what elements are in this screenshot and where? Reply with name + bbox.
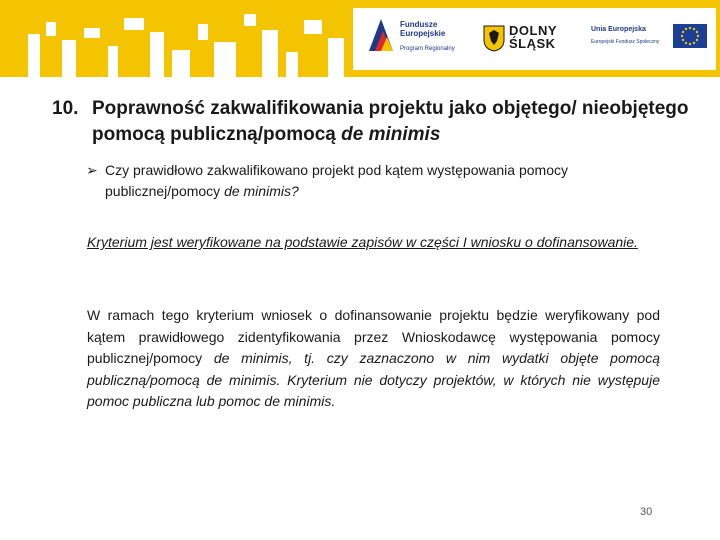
criterion-note: Kryterium jest weryfikowane na podstawie zapisów w części I wniosku o dofinansowanie. [87,234,638,250]
fundusze-europejskie-text: Fundusze Europejskie [400,20,446,38]
question-text: Czy prawidłowo zakwalifikowano projekt pod kątem występowania pomocy publicznej/pomocy de minimis? [105,162,568,199]
unia-europejska-text: Unia Europejska [591,26,646,33]
dolny-slask-text: DOLNY ŚLĄSK [509,23,557,51]
header-band [0,0,720,77]
title-text: Poprawność zakwalifikowania projektu jako objętego/ nieobjętego pomocą publiczną/pomocą de minimis [92,98,689,145]
page-number: 30 [640,506,653,518]
dolny-slask-crest-icon [483,25,505,52]
title-number: 10. [52,98,79,119]
eu-flag-icon [673,24,707,48]
criterion-description: W ramach tego kryterium wniosek o dofinansowanie projektu będzie weryfikowany pod kątem prawidłowego zidentyfikowania przez Wnioskodawcę występowania pomocy publicznej/pomocy de minimis, tj. czy zaznaczono w nim wydatki objęte pomocą publiczną/pomocą de minimis. Kryterium nie dotyczy projektów, w których nie występuje pomoc publiczna lub pomoc de minimis. [87,307,660,409]
logos-panel [353,8,716,70]
efs-text: Europejski Fundusz Społeczny [591,39,660,45]
arrow-bullet-icon: ➢ [86,162,98,178]
program-regionalny-text: Program Regionalny [400,46,455,52]
fundusze-europejskie-logo-icon [367,17,395,53]
